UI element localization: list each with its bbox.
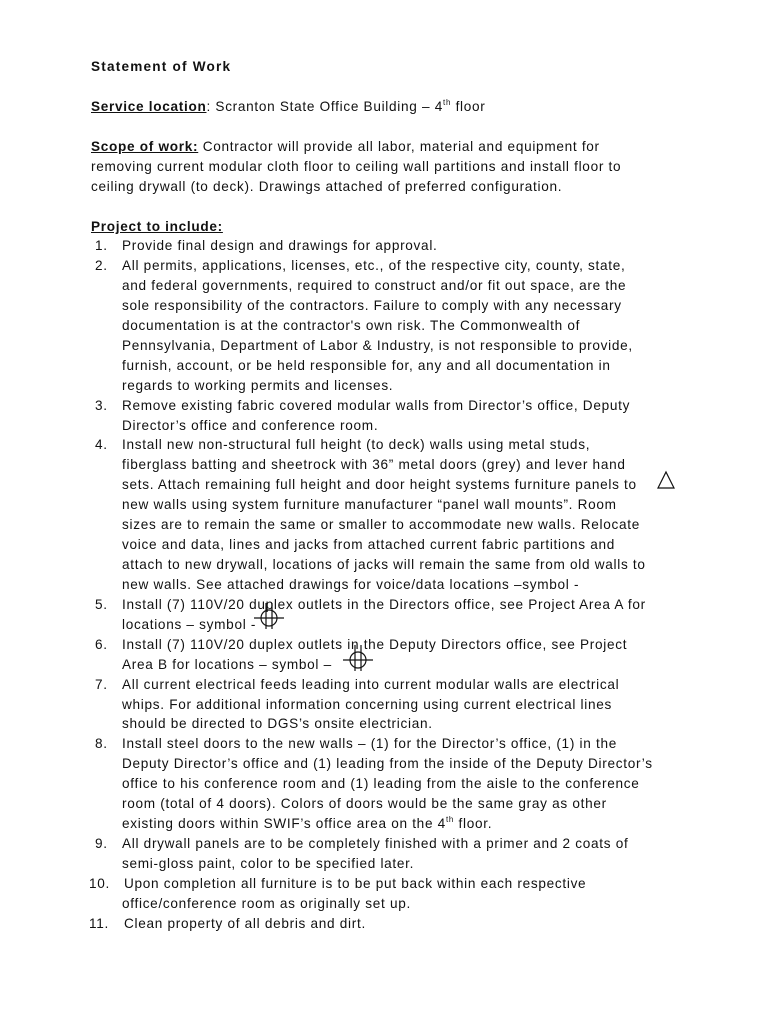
item-2-line-7: regards to working permits and licenses.: [122, 378, 394, 393]
item-3-number: 3.: [95, 398, 108, 413]
item-5-number: 5.: [95, 597, 108, 612]
scope-text-1: Contractor will provide all labor, material and equipment for: [198, 139, 600, 154]
item-4-line-7: attach to new drywall, locations of jacks will remain the same from old walls to: [122, 557, 646, 572]
item-2-line-6: furnish, account, or be held responsible for, any and all documentation in: [122, 358, 611, 373]
item-7-line-3: should be directed to DGS’s onsite electrician.: [122, 716, 433, 731]
item-4-line-1: Install new non-structural full height (to deck) walls using metal studs,: [122, 437, 591, 452]
triangle-symbol-icon: [656, 470, 676, 490]
project-heading: Project to include:: [91, 219, 223, 234]
item-4-line-8: new walls. See attached drawings for voice/data locations –symbol -: [122, 577, 580, 592]
item-8-line-5-suffix: floor.: [454, 816, 493, 831]
item-8-line-1: Install steel doors to the new walls – (1) for the Director’s office, (1) in the: [122, 736, 617, 751]
service-location-sup: th: [443, 98, 452, 107]
item-8-number: 8.: [95, 736, 108, 751]
item-8-line-5: [122, 814, 492, 834]
item-9-line-2: semi-gloss paint, color to be specified later.: [122, 856, 415, 871]
item-8-line-3: office to his conference room and (1) leading from the aisle to the conference: [122, 776, 640, 791]
item-7-number: 7.: [95, 677, 108, 692]
item-8-line-4: room (total of 4 doors). Colors of doors would be the same gray as other: [122, 796, 607, 811]
item-4-line-4: new walls using system furniture manufacturer “panel wall mounts”. Room: [122, 497, 617, 512]
duplex-outlet-symbol-icon: [254, 600, 284, 632]
item-2-line-1: All permits, applications, licenses, etc., of the respective city, county, state,: [122, 258, 626, 273]
scope-line-3: ceiling drywall (to deck). Drawings attached of preferred configuration.: [91, 179, 563, 194]
item-1-line-1: Provide final design and drawings for approval.: [122, 238, 438, 253]
scope-line-1: [91, 137, 600, 157]
duplex-outlet-symbol-icon: [343, 642, 373, 674]
item-2-line-5: Pennsylvania, Department of Labor & Industry, is not responsible to provide,: [122, 338, 633, 353]
item-2-line-3: sole responsibility of the contractors. Failure to comply with any necessary: [122, 298, 622, 313]
item-10-line-1: Upon completion all furniture is to be put back within each respective: [124, 876, 587, 891]
item-4-number: 4.: [95, 437, 108, 452]
project-heading-line: [91, 217, 223, 237]
item-4-line-3: sets. Attach remaining full height and door height systems furniture panels to: [122, 477, 637, 492]
item-6-number: 6.: [95, 637, 108, 652]
item-10-number: 10.: [89, 876, 110, 891]
item-8-line-2: Deputy Director’s office and (1) leading from the inside of the Deputy Director’s: [122, 756, 653, 771]
item-10-line-2: office/conference room as originally set up.: [122, 896, 411, 911]
item-7-line-2: whips. For additional information concerning using current electrical lines: [122, 697, 612, 712]
scope-line-2: removing current modular cloth floor to ceiling wall partitions and install floor to: [91, 159, 622, 174]
item-11-number: 11.: [89, 916, 109, 931]
item-2-line-2: and federal governments, required to construct and/or fit out space, are the: [122, 278, 627, 293]
item-4-line-6: voice and data, lines and jacks from attached current fabric partitions and: [122, 537, 616, 552]
item-9-line-1: All drywall panels are to be completely finished with a primer and 2 coats of: [122, 836, 629, 851]
item-2-number: 2.: [95, 258, 108, 273]
service-location-suffix: floor: [451, 99, 486, 114]
item-6-line-2: Area B for locations – symbol –: [122, 657, 332, 672]
scope-label: Scope of work:: [91, 139, 199, 154]
item-4-line-5: sizes are to remain the same or smaller to accommodate new walls. Relocate: [122, 517, 640, 532]
item-3-line-2: Director’s office and conference room.: [122, 418, 379, 433]
item-3-line-1: Remove existing fabric covered modular walls from Director’s office, Deputy: [122, 398, 631, 413]
item-7-line-1: All current electrical feeds leading into current modular walls are electrical: [122, 677, 620, 692]
item-6-line-1: Install (7) 110V/20 duplex outlets in the Deputy Directors office, see Project: [122, 637, 628, 652]
item-5-line-1: Install (7) 110V/20 duplex outlets in the Directors office, see Project Area A for: [122, 597, 646, 612]
item-2-line-4: documentation is at the contractor's own risk. The Commonwealth of: [122, 318, 581, 333]
item-4-line-2: fiberglass batting and sheetrock with 36” metal doors (grey) and lever hand: [122, 457, 626, 472]
item-8-line-5-text: existing doors within SWIF’s office area on the 4: [122, 816, 446, 831]
service-location-label: Service location: [91, 99, 207, 114]
item-5-line-2: locations – symbol -: [122, 617, 257, 632]
item-11-line-1: Clean property of all debris and dirt.: [124, 916, 366, 931]
service-location-line: [91, 97, 486, 117]
item-1-number: 1.: [95, 238, 108, 253]
item-9-number: 9.: [95, 836, 108, 851]
service-location-text: : Scranton State Office Building – 4: [206, 99, 444, 114]
item-8-sup: th: [445, 815, 455, 824]
document-title: Statement of Work: [91, 59, 232, 74]
